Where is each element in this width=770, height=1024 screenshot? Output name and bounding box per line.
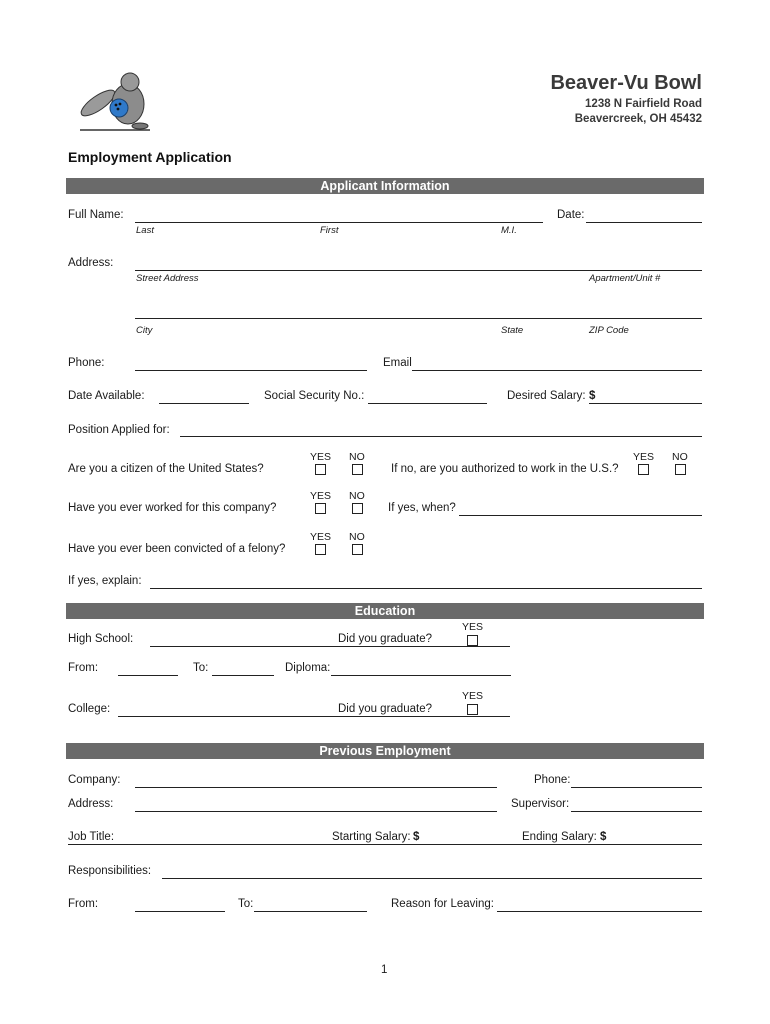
address-label: Address: <box>68 257 114 269</box>
diploma-field[interactable] <box>331 675 511 676</box>
college-graduate-yes-checkbox[interactable] <box>467 704 478 715</box>
company-name: Beaver-Vu Bowl <box>550 72 702 94</box>
desired-salary-label: Desired Salary: <box>507 390 586 402</box>
company-label: Company: <box>68 774 121 786</box>
if-yes-explain-field[interactable] <box>150 588 702 589</box>
edu-to-label: To: <box>193 662 209 674</box>
citizen-question: Are you a citizen of the United States? <box>68 463 264 475</box>
responsibilities-label: Responsibilities: <box>68 865 152 877</box>
apt-caption: Apartment/Unit # <box>589 273 661 284</box>
emp-from-label: From: <box>68 898 99 910</box>
date-field[interactable] <box>586 222 702 223</box>
section-title: Previous Employment <box>319 744 451 758</box>
worked-yes-label: YES <box>310 490 332 502</box>
phone-field[interactable] <box>135 370 367 371</box>
college-graduate-yes-label: YES <box>462 690 484 702</box>
college-label: College: <box>68 703 111 715</box>
email-field[interactable] <box>412 370 702 371</box>
date-label: Date: <box>557 209 585 221</box>
emp-phone-label: Phone: <box>534 774 571 786</box>
street-caption: Street Address <box>136 273 199 284</box>
if-yes-when-label: If yes, when? <box>388 502 456 514</box>
desired-salary-dollar: $ <box>589 390 596 402</box>
authorized-yes-checkbox[interactable] <box>638 464 649 475</box>
citizen-yes-label: YES <box>310 451 332 463</box>
hs-graduate-question: Did you graduate? <box>338 633 432 645</box>
section-title: Education <box>354 604 416 618</box>
authorized-yes-label: YES <box>633 451 655 463</box>
ending-salary-label: Ending Salary: <box>522 831 597 843</box>
company-address-line1: 1238 N Fairfield Road <box>585 98 702 110</box>
hs-graduate-yes-checkbox[interactable] <box>467 635 478 646</box>
supervisor-field[interactable] <box>571 811 702 812</box>
emp-address-field[interactable] <box>135 811 497 812</box>
if-yes-explain-label: If yes, explain: <box>68 575 142 587</box>
college-field[interactable] <box>118 716 510 717</box>
reason-leaving-field[interactable] <box>497 911 702 912</box>
edu-from-field[interactable] <box>118 675 178 676</box>
state-caption: State <box>501 325 524 336</box>
felony-no-checkbox[interactable] <box>352 544 363 555</box>
section-title: Applicant Information <box>320 179 450 193</box>
emp-from-field[interactable] <box>135 911 225 912</box>
last-caption: Last <box>136 225 154 236</box>
supervisor-label: Supervisor: <box>511 798 570 810</box>
position-label: Position Applied for: <box>68 424 170 436</box>
emp-to-field[interactable] <box>254 911 367 912</box>
job-title-salary-field[interactable] <box>68 844 702 845</box>
citizen-no-checkbox[interactable] <box>352 464 363 475</box>
company-address-line2: Beavercreek, OH 45432 <box>574 113 702 125</box>
worked-no-label: NO <box>349 490 365 502</box>
zip-caption: ZIP Code <box>589 325 629 336</box>
position-field[interactable] <box>180 436 702 437</box>
edu-to-field[interactable] <box>212 675 274 676</box>
page-number: 1 <box>381 964 388 976</box>
starting-salary-dollar: $ <box>413 831 420 843</box>
beaver-logo <box>70 70 156 134</box>
felony-question: Have you ever been convicted of a felony? <box>68 543 286 555</box>
section-bar-employment <box>66 743 704 759</box>
edu-from-label: From: <box>68 662 99 674</box>
desired-salary-field[interactable] <box>589 403 702 404</box>
worked-no-checkbox[interactable] <box>352 503 363 514</box>
form-title: Employment Application <box>68 149 232 165</box>
mi-caption: M.I. <box>501 225 517 236</box>
emp-address-label: Address: <box>68 798 114 810</box>
ssn-field[interactable] <box>368 403 487 404</box>
responsibilities-field[interactable] <box>162 878 702 879</box>
citizen-no-label: NO <box>349 451 365 463</box>
company-field[interactable] <box>135 787 497 788</box>
authorized-question: If no, are you authorized to work in the U.S.? <box>391 463 619 475</box>
hs-graduate-yes-label: YES <box>462 621 484 633</box>
if-yes-when-field[interactable] <box>459 515 702 516</box>
felony-yes-checkbox[interactable] <box>315 544 326 555</box>
full-name-field[interactable] <box>135 222 543 223</box>
authorized-no-label: NO <box>672 451 688 463</box>
ssn-label: Social Security No.: <box>264 390 365 402</box>
city-caption: City <box>136 325 153 336</box>
high-school-label: High School: <box>68 633 134 645</box>
job-title-label: Job Title: <box>68 831 115 843</box>
email-label: Email <box>383 357 412 369</box>
date-available-field[interactable] <box>159 403 249 404</box>
high-school-field[interactable] <box>150 646 510 647</box>
section-bar-applicant <box>66 178 704 194</box>
city-state-zip-field[interactable] <box>135 318 702 319</box>
worked-yes-checkbox[interactable] <box>315 503 326 514</box>
phone-label: Phone: <box>68 357 105 369</box>
street-address-field[interactable] <box>135 270 702 271</box>
worked-question: Have you ever worked for this company? <box>68 502 277 514</box>
full-name-label: Full Name: <box>68 209 124 221</box>
ending-salary-dollar: $ <box>600 831 607 843</box>
section-bar-education <box>66 603 704 619</box>
college-graduate-question: Did you graduate? <box>338 703 432 715</box>
diploma-label: Diploma: <box>285 662 331 674</box>
first-caption: First <box>320 225 339 236</box>
emp-phone-field[interactable] <box>571 787 702 788</box>
felony-no-label: NO <box>349 531 365 543</box>
reason-leaving-label: Reason for Leaving: <box>391 898 494 910</box>
date-available-label: Date Available: <box>68 390 145 402</box>
felony-yes-label: YES <box>310 531 332 543</box>
emp-to-label: To: <box>238 898 254 910</box>
citizen-yes-checkbox[interactable] <box>315 464 326 475</box>
authorized-no-checkbox[interactable] <box>675 464 686 475</box>
starting-salary-label: Starting Salary: <box>332 831 411 843</box>
